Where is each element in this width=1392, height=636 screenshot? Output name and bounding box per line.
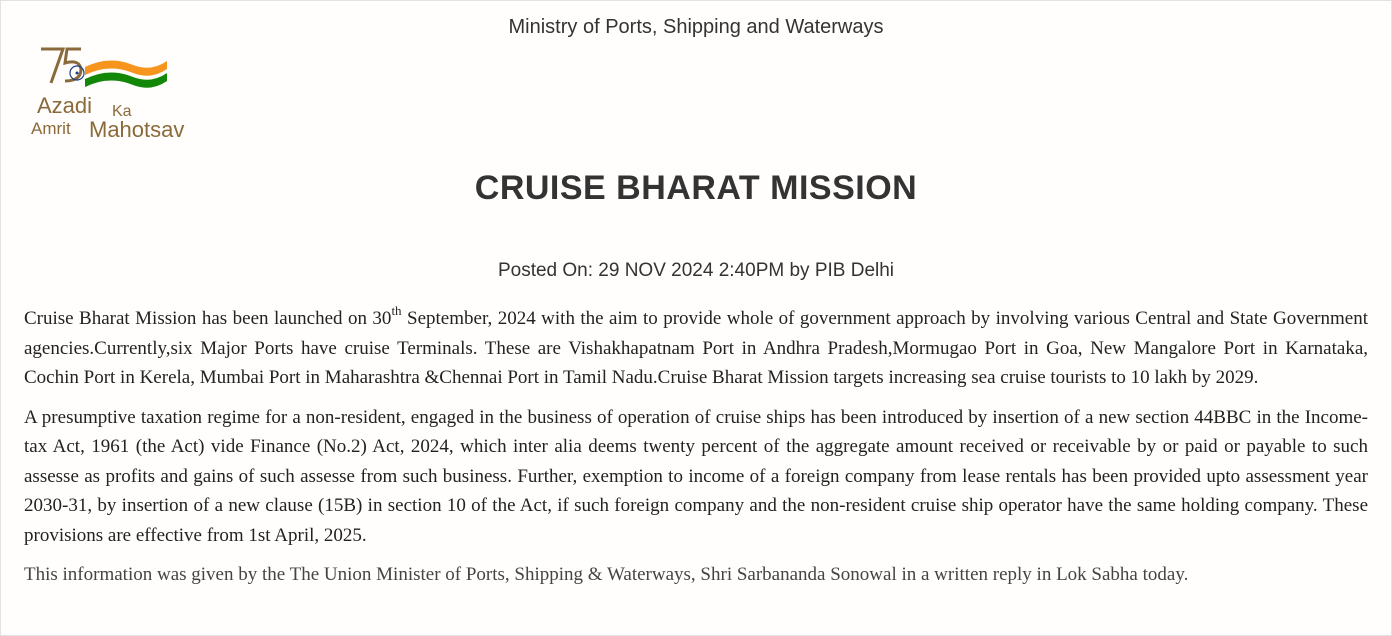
ordinal-suffix: th [391, 303, 402, 318]
azadi-ka-amrit-mahotsav-logo [29, 45, 209, 145]
article-body [24, 304, 1368, 600]
logo-text-amrit: Amrit [31, 119, 71, 138]
logo-text-ka: Ka [112, 103, 132, 120]
paragraph-2: A presumptive taxation regime for a non-resident, engaged in the business of operation of cruise ships has been introduced by insertion of a new section 44BBC in the Income-tax Act, 1961 (the Act) vide Finance (No.2) Act, 2024, which inter alia deems twenty percent of the aggregate amount received or receivable by or paid or payable to such assesse as profits and gains of such assesse from such business. Further, exemption to income of a foreign company from lease rentals has been provided upto assessment year 2030-31, by insertion of a new clause (15B) in section 10 of the Act, if such foreign company and the non-resident cruise ship operator have the same holding company. These provisions are effective from 1st April, 2025. [24, 406, 1368, 546]
paragraph-1-rest: September, 2024 with the aim to provide whole of government approach by involving various Central and State Government agencies.Currently,six Major Ports have cruise Terminals. These are Vishakhapatnam Port in Andhra Pradesh,Mormugao Port in Goa, New Mangalore Port in Karnataka, Cochin Port in Kerela, Mumbai Port in Maharashtra &Chennai Port in Tamil Nadu.Cruise Bharat Mission targets increasing sea cruise tourists to 10 lakh by 2029. [24, 308, 1368, 388]
posted-on-line: Posted On: 29 NOV 2024 2:40PM by PIB Delhi [497, 260, 895, 281]
paragraph-3: This information was given by the The Union Minister of Ports, Shipping & Waterways, Shri Sarbananda Sonowal in a written reply in Lok Sabha today. [24, 564, 1189, 585]
ministry-name: Ministry of Ports, Shipping and Waterways [508, 16, 884, 38]
paragraph-1 [24, 304, 1368, 393]
logo-text-azadi: Azadi [37, 93, 93, 118]
logo-text-mahotsav: Mahotsav [89, 117, 185, 142]
article-title: CRUISE BHARAT MISSION [474, 169, 918, 207]
paragraph-1-start: Cruise Bharat Mission has been launched on 30 [24, 308, 392, 329]
